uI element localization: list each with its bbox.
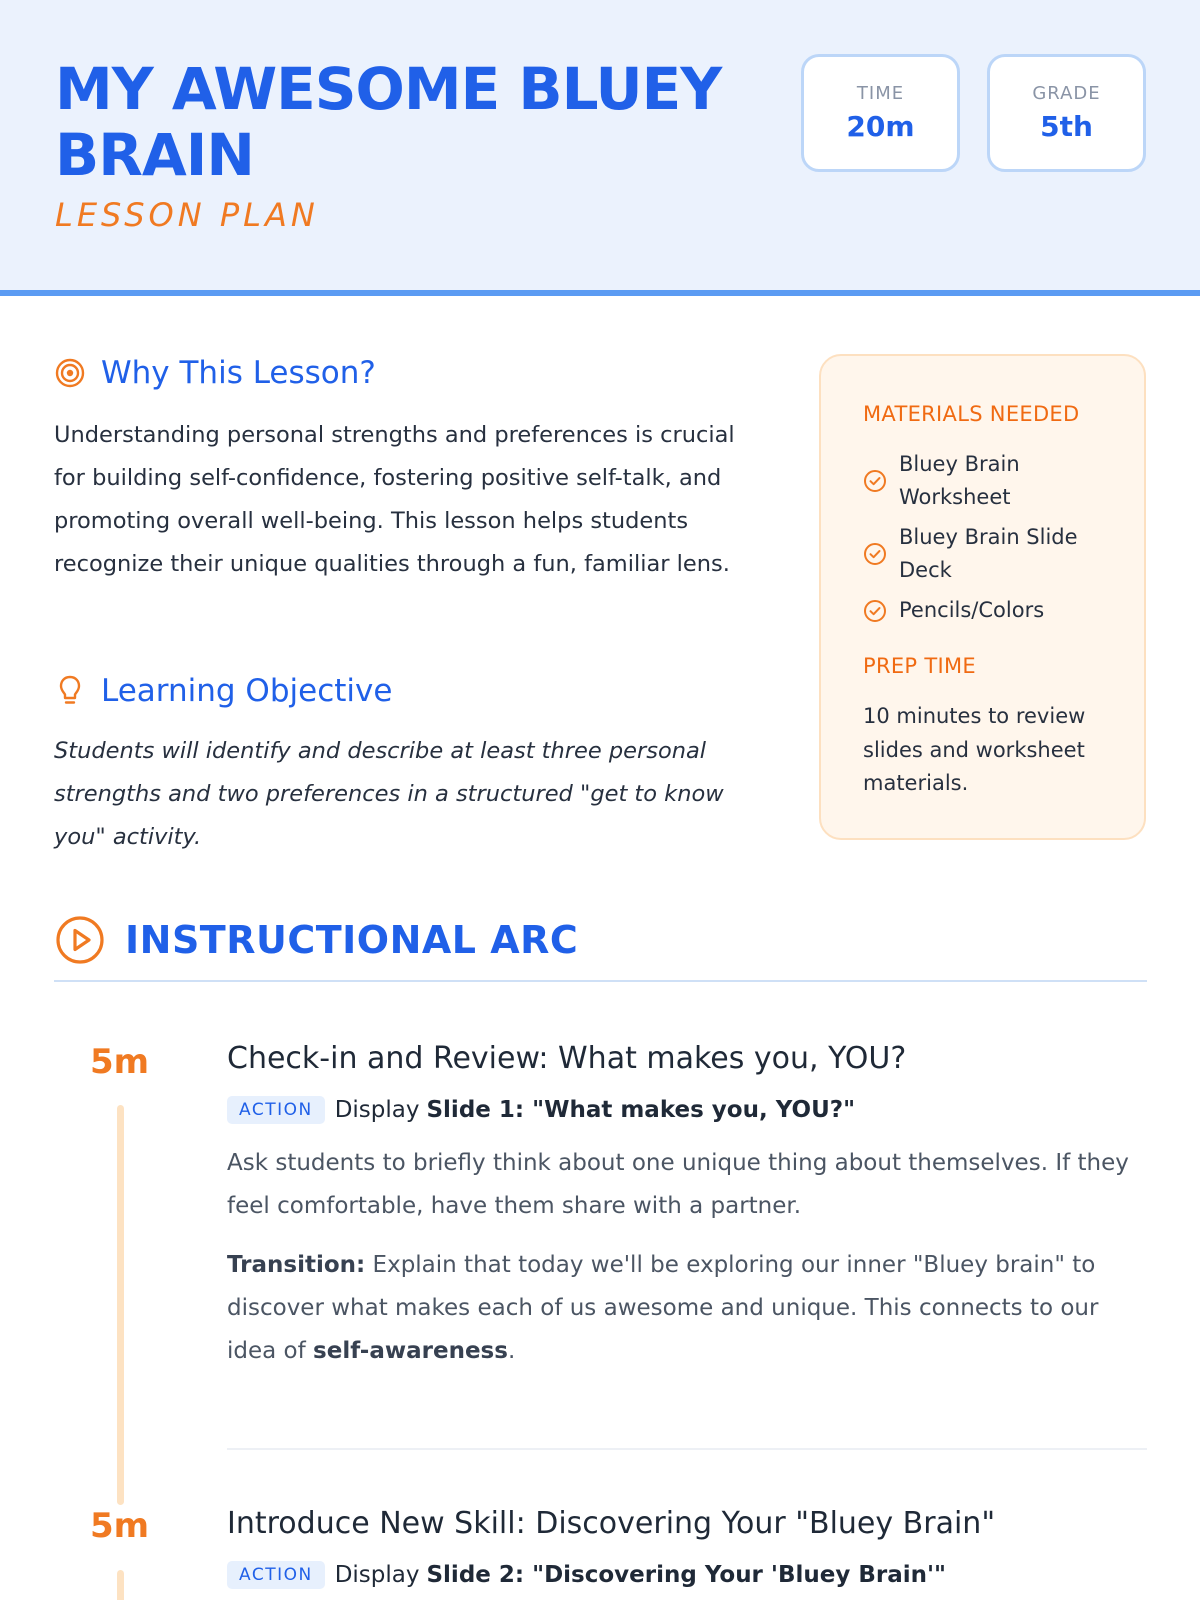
material-label: Pencils/Colors <box>899 598 1045 622</box>
arc-step <box>227 1040 1147 1373</box>
action-prefix: Display <box>334 1097 420 1123</box>
step-transition <box>227 1244 1147 1373</box>
materials-heading: MATERIALS NEEDED <box>863 402 1080 426</box>
materials-card <box>819 354 1146 840</box>
play-circle-icon <box>55 915 105 965</box>
step-duration: 5m <box>90 1506 150 1546</box>
action-slide: Slide 2: "Discovering Your 'Bluey Brain'" <box>426 1562 947 1588</box>
page-title: MY AWESOME BLUEY BRAIN <box>55 55 722 189</box>
grade-value: 5th <box>1040 110 1093 143</box>
step-duration: 5m <box>90 1042 150 1082</box>
divider <box>227 1448 1147 1450</box>
grade-label: GRADE <box>1032 83 1101 104</box>
check-circle-icon <box>863 599 887 623</box>
page-subtitle: LESSON PLAN <box>55 196 319 234</box>
transition-label: Transition: <box>227 1252 366 1278</box>
transition-end: . <box>507 1338 516 1364</box>
why-text: Understanding personal strengths and preferences is crucial for building self-confidence, fostering positive self-talk, and promoting overall well-being. This lesson helps students recognize their unique qualities through a fun, familiar lens. <box>54 422 735 577</box>
check-circle-icon <box>863 542 887 566</box>
step-title: Check-in and Review: What makes you, YOU? <box>227 1041 907 1076</box>
step-title: Introduce New Skill: Discovering Your "Bluey Brain" <box>227 1506 996 1541</box>
list-item <box>863 594 1133 627</box>
prep-text: 10 minutes to review slides and worksheet materials. <box>863 704 1086 795</box>
list-item <box>863 521 1133 587</box>
time-label: TIME <box>856 83 905 104</box>
timeline-bar <box>117 1105 124 1505</box>
materials-list <box>863 448 1133 634</box>
why-heading <box>55 355 376 391</box>
arc-step <box>227 1505 1147 1589</box>
action-prefix: Display <box>334 1562 420 1588</box>
grade-badge <box>987 54 1146 172</box>
time-value: 20m <box>846 110 915 143</box>
lightbulb-icon <box>55 674 85 708</box>
action-slide: Slide 1: "What makes you, YOU?" <box>426 1097 856 1123</box>
timeline-bar <box>117 1570 124 1600</box>
action-badge: ACTION <box>227 1096 325 1124</box>
action-row <box>227 1096 1147 1124</box>
action-badge: ACTION <box>227 1561 325 1589</box>
objective-text: Students will identify and describe at least three personal strengths and two preferences in a structured "get to know you" activity. <box>54 738 724 850</box>
check-circle-icon <box>863 469 887 493</box>
transition-keyword: self-awareness <box>313 1338 508 1364</box>
list-item <box>863 448 1133 514</box>
material-label: Bluey Brain Worksheet <box>899 452 1020 509</box>
time-badge <box>801 54 960 172</box>
objective-heading-text: Learning Objective <box>101 673 393 709</box>
why-heading-text: Why This Lesson? <box>101 355 376 391</box>
prep-heading: PREP TIME <box>863 654 976 678</box>
arc-heading <box>55 915 578 965</box>
transition-text: Explain that today we'll be exploring our inner "Bluey brain" to discover what makes each of us awesome and unique. This connects to our idea of <box>227 1252 1099 1364</box>
lesson-header <box>0 0 1200 296</box>
material-label: Bluey Brain Slide Deck <box>899 525 1078 582</box>
action-row <box>227 1561 1147 1589</box>
target-icon <box>55 356 85 390</box>
divider <box>54 980 1147 982</box>
step-text: Ask students to briefly think about one unique thing about themselves. If they feel comfortable, have them share with a partner. <box>227 1150 1129 1219</box>
arc-heading-text: INSTRUCTIONAL ARC <box>125 918 579 962</box>
objective-heading <box>55 673 392 709</box>
